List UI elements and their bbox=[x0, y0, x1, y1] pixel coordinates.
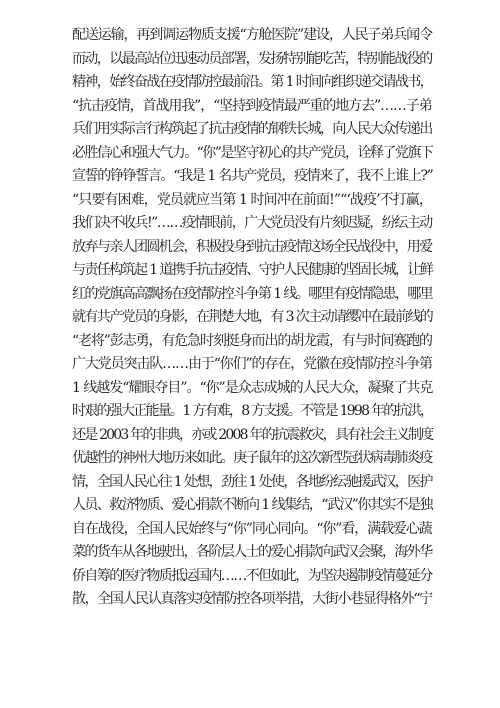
text-line: 红的党旗高高飘扬在疫情防控斗争第 1 线。哪里有疫情隐患，哪里 bbox=[72, 285, 433, 302]
text-line: 配送运输，再到调运物质支援“方舱医院”建设，人民子弟兵闻令 bbox=[72, 27, 432, 43]
text-line: 优越性的神州大地历来如此。庚子鼠年的这次新型冠状病毒肺炎疫 bbox=[72, 450, 432, 466]
text-line: 自在战役，全国人民始终与“你”同心同向。“你”看，满载爱心蔬 bbox=[72, 520, 432, 537]
text-line: 与责任构筑起 1 道携手抗击疫情、守护人民健康的坚固长城，让鲜 bbox=[72, 262, 433, 278]
text-line: 放弃与亲人团圆机会，积极投身到抗击疫情这场全民战役中，用爱 bbox=[72, 238, 432, 255]
text-line: 1 线越发“耀眼夺目”。“你”是众志成城的人民大众，凝聚了共克 bbox=[72, 379, 433, 396]
text-line: 就有共产党员的身影，在荆楚大地，有 3 次主动请缨冲在最前线的 bbox=[72, 309, 433, 325]
text-line: 而动，以最高站位迅速动员部署，发扬特别能吃苦，特别能战役的 bbox=[72, 50, 432, 67]
text-line: “只要有困难，党员就应当第 1 时间冲在前面!”“‘战疫’不打赢， bbox=[72, 191, 433, 208]
text-line: 兵们用实际言行构筑起了抗击疫情的钢铁长城，向人民大众传递出 bbox=[72, 121, 432, 137]
text-line: 广大党员突击队……由于“你们”的存在，党徽在疫情防控斗争第 bbox=[72, 356, 432, 372]
text-line: 侨自筹的医疗物质抵运国内……不但如此，为坚决遏制疫情蔓延分 bbox=[72, 567, 432, 584]
text-line: 精神，始终奋战在疫情防控最前沿。第 1 时间向组织递交请战书， bbox=[72, 74, 433, 90]
text-line: 人员、救济物质、爱心捐款不断向 1 线集结，“武汉”你其实不是独 bbox=[72, 497, 432, 513]
text-line: 宣誓的铮铮誓言。“我是 1 名共产党员，疫情来了，我不上谁上?” bbox=[72, 168, 433, 184]
text-line: “抗击疫情，首战用我”，“坚持到疫情最严重的地方去”……子弟 bbox=[72, 97, 432, 114]
text-line: 时艰的强大正能量。1 方有难，8 方支援。不管是 1998 年的抗洪， bbox=[72, 403, 433, 419]
text-line: 情，全国人民心往 1 处想，劲往 1 处使，各地纷纭驰援武汉，医护 bbox=[72, 473, 432, 490]
text-line: 必胜信心和强大气力。“你”是坚守初心的共产党员，诠释了党旗下 bbox=[72, 144, 433, 161]
text-line: 菜的货车从各地驶出，各阶层人士的爱心捐款向武汉会聚，海外华 bbox=[72, 544, 432, 560]
text-line: “老将”彭志勇，有危急时刻挺身而出的胡龙霞，有与时间赛跑的 bbox=[72, 332, 432, 349]
body-text bbox=[72, 24, 432, 612]
text-line: 还是 2003 年的非典，亦或 2008 年的抗震救灾，具有社会主义制度 bbox=[72, 426, 433, 443]
text-line: 我们决不收兵!”……疫情眼前，广大党员没有片刻迟疑，纷纭主动 bbox=[72, 215, 432, 231]
text-line: 散，全国人民认真落实疫情防控各项举措，大街小巷显得格外“宁 bbox=[72, 591, 432, 607]
